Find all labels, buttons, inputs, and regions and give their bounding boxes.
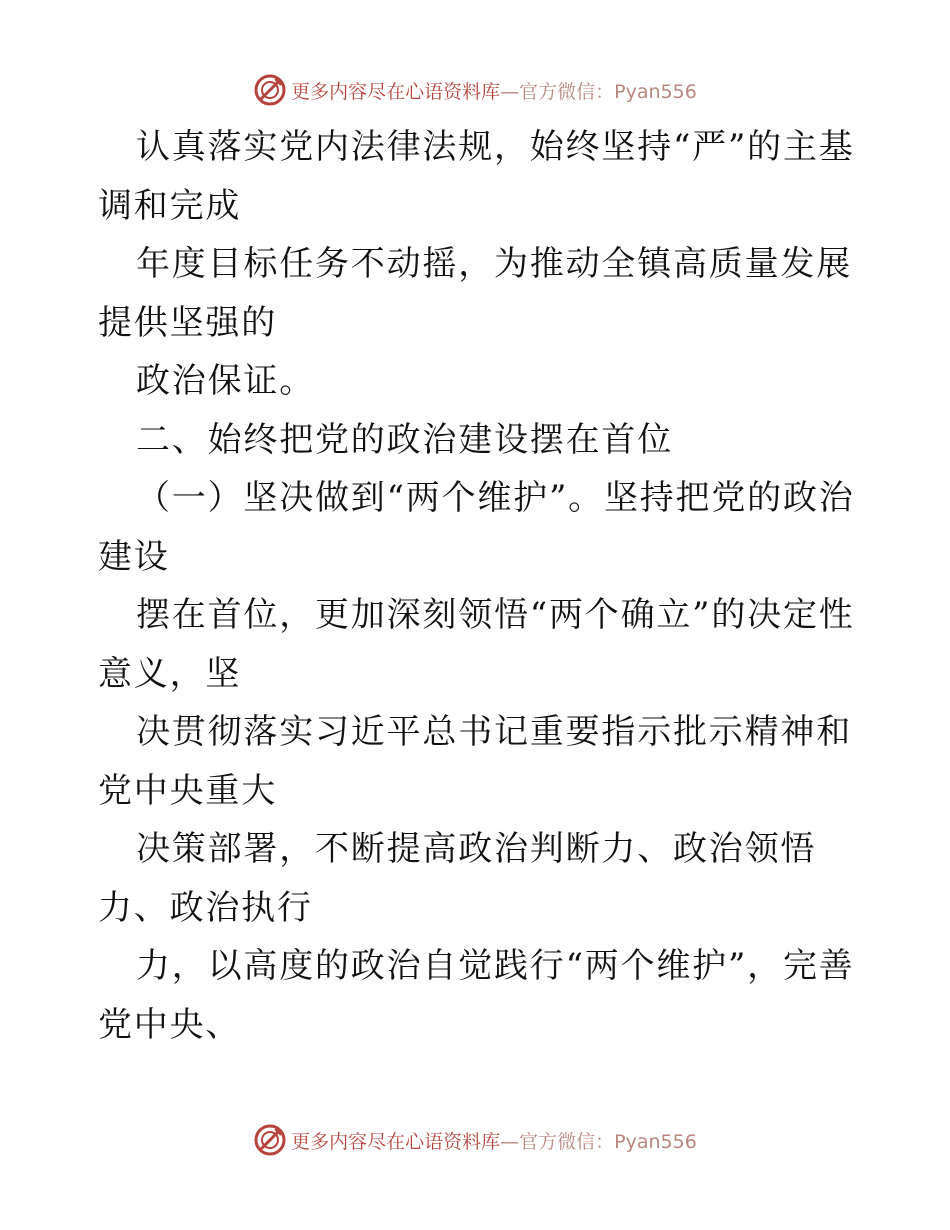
footer-watermark-banner: [0, 1120, 950, 1160]
paragraph-9: 力，以高度的政治自觉践行“两个维护”，完善党中央、: [98, 946, 855, 1045]
paragraph-1: 认真落实党内法律法规，始终坚持“严”的主基调和完成: [98, 127, 855, 226]
seal-logo-icon: [253, 73, 287, 107]
paragraph-7: 决贯彻落实习近平总书记重要指示批示精神和党中央重大: [98, 712, 852, 811]
header-watermark-banner: [0, 70, 950, 110]
paragraph-3: 政治保证。: [136, 361, 315, 401]
paragraph-6: 摆在首位，更加深刻领悟“两个确立”的决定性意义，坚: [98, 595, 855, 694]
banner-lead-text: 更多内容尽在心语资料库: [291, 1130, 501, 1153]
paragraph-2: 年度目标任务不动摇，为推动全镇高质量发展提供坚强的: [98, 244, 852, 343]
seal-logo-icon: [253, 1123, 287, 1157]
banner-wechat-text: —官方微信：Pyan556: [500, 80, 697, 103]
document-body: [98, 118, 858, 1054]
paragraph-8: 决策部署，不断提高政治判断力、政治领悟力、政治执行: [98, 829, 817, 928]
banner-wechat-text: —官方微信：Pyan556: [500, 1130, 697, 1153]
banner-lead-text: 更多内容尽在心语资料库: [291, 80, 501, 103]
paragraph-5: （一）坚决做到“两个维护”。坚持把党的政治建设: [98, 478, 855, 577]
section-heading: 二、始终把党的政治建设摆在首位: [136, 419, 673, 460]
